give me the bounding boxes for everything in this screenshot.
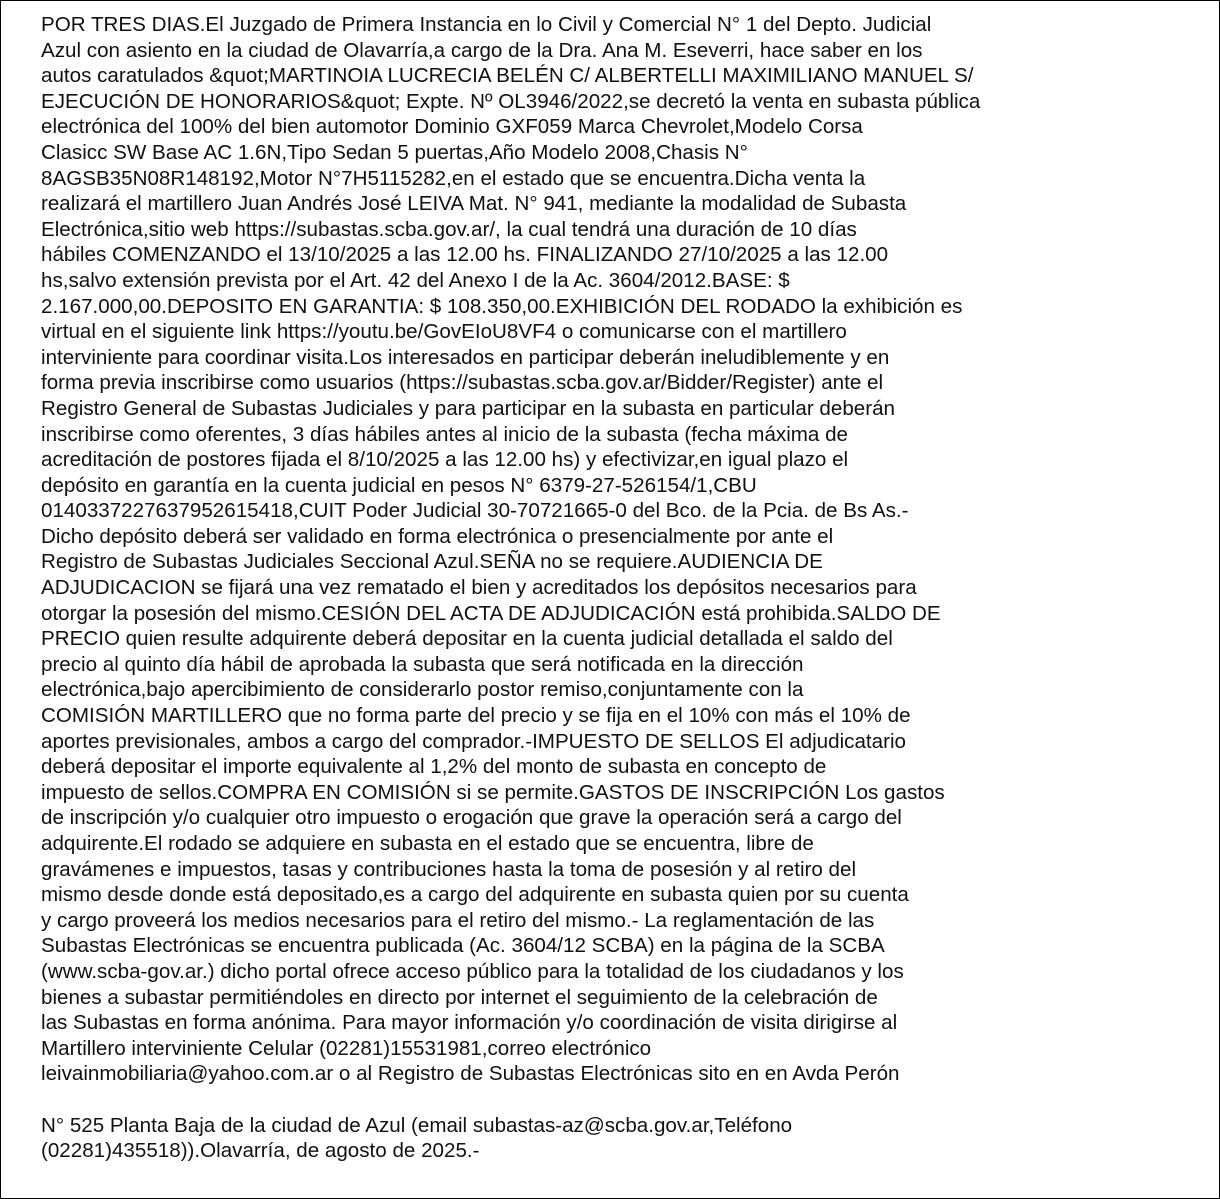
text-line: ADJUDICACION se fijará una vez rematado el bien y acreditados los depósitos necesarios para xyxy=(41,576,917,600)
text-line: mismo desde donde está depositado,es a cargo del adquirente en subasta quien por su cuenta xyxy=(41,883,909,907)
paragraph-spacer xyxy=(41,1087,1201,1113)
text-line: hs,salvo extensión prevista por el Art. 42 del Anexo I de la Ac. 3604/2012.BASE: $ xyxy=(41,268,790,292)
text-line: electrónica del 100% del bien automotor Dominio GXF059 Marca Chevrolet,Modelo Corsa xyxy=(41,115,863,139)
text-line: (www.scba-gov.ar.) dicho portal ofrece acceso público para la totalidad de los ciudadanos y los xyxy=(41,959,904,983)
text-line: leivainmobiliaria@yahoo.com.ar o al Registro de Subastas Electrónicas sito en en Avda Perón xyxy=(41,1062,900,1086)
edict-paragraph-1 xyxy=(41,12,1201,1087)
text-line: las Subastas en forma anónima. Para mayor información y/o coordinación de visita dirigirse al xyxy=(41,1011,898,1035)
text-line: electrónica,bajo apercibimiento de considerarlo postor remiso,conjuntamente con la xyxy=(41,678,804,702)
text-line: deberá depositar el importe equivalente al 1,2% del monto de subasta en concepto de xyxy=(41,755,827,779)
text-line: aportes previsionales, ambos a cargo del comprador.-IMPUESTO DE SELLOS El adjudicatario xyxy=(41,729,906,753)
text-line: otorgar la posesión del mismo.CESIÓN DEL ACTA DE ADJUDICACIÓN está prohibida.SALDO DE xyxy=(41,601,941,625)
text-line: acreditación de postores fijada el 8/10/2025 a las 12.00 hs) y efectivizar,en igual plazo el xyxy=(41,448,849,472)
text-line: gravámenes e impuestos, tasas y contribuciones hasta la toma de posesión y al retiro del xyxy=(41,857,857,881)
text-line: depósito en garantía en la cuenta judicial en pesos N° 6379-27-526154/1,CBU xyxy=(41,473,757,497)
text-line: hábiles COMENZANDO el 13/10/2025 a las 12.00 hs. FINALIZANDO 27/10/2025 a las 12.00 xyxy=(41,243,889,267)
text-line: PRECIO quien resulte adquirente deberá depositar en la cuenta judicial detallada el saldo del xyxy=(41,627,893,651)
text-line: Dicho depósito deberá ser validado en forma electrónica o presencialmente por ante el xyxy=(41,524,834,548)
text-line: bienes a subastar permitiéndoles en directo por internet el seguimiento de la celebración de xyxy=(41,985,878,1009)
text-line: adquirente.El rodado se adquiere en subasta en el estado que se encuentra, libre de xyxy=(41,832,814,855)
text-line: 2.167.000,00.DEPOSITO EN GARANTIA: $ 108.350,00.EXHIBICIÓN DEL RODADO la exhibición es xyxy=(41,294,963,318)
text-line: Clasicc SW Base AC 1.6N,Tipo Sedan 5 puertas,Año Modelo 2008,Chasis N° xyxy=(41,140,748,164)
text-line: autos caratulados &quot;MARTINOIA LUCRECIA BELÉN C/ ALBERTELLI MAXIMILIANO MANUEL S/ xyxy=(41,64,974,88)
text-line: inscribirse como oferentes, 3 días hábiles antes al inicio de la subasta (fecha máxima de xyxy=(41,422,849,446)
text-line: virtual en el siguiente link https://youtu.be/GovEIoU8VF4 o comunicarse con el martillero xyxy=(41,320,847,344)
text-line: de inscripción y/o cualquier otro impuesto o erogación que grave la operación será a cargo del xyxy=(41,806,902,830)
text-line: Subastas Electrónicas se encuentra publicada (Ac. 3604/12 SCBA) en la página de la SCBA xyxy=(41,934,885,958)
text-line: POR TRES DIAS.El Juzgado de Primera Instancia en lo Civil y Comercial N° 1 del Depto. Judicial xyxy=(41,13,932,36)
text-line: EJECUCIÓN DE HONORARIOS&quot; Expte. Nº OL3946/2022,se decretó la venta en subasta pública xyxy=(41,89,981,113)
text-line: forma previa inscribirse como usuarios (https://subastas.scba.gov.ar/Bidder/Register) ante el xyxy=(41,371,884,395)
edict-paragraph-2 xyxy=(41,1113,1201,1164)
text-line: interviniente para coordinar visita.Los interesados en participar deberán ineludiblemente y en xyxy=(41,345,890,369)
edict-text xyxy=(41,12,1201,1164)
text-line: impuesto de sellos.COMPRA EN COMISIÓN si se permite.GASTOS DE INSCRIPCIÓN Los gastos xyxy=(41,780,945,804)
text-line: precio al quinto día hábil de aprobada la subasta que será notificada en la dirección xyxy=(41,652,804,676)
text-line: Electrónica,sitio web https://subastas.scba.gov.ar/, la cual tendrá una duración de 10 días xyxy=(41,217,857,241)
text-line: COMISIÓN MARTILLERO que no forma parte del precio y se fija en el 10% con más el 10% de xyxy=(41,704,911,728)
text-line: 8AGSB35N08R148192,Motor N°7H5115282,en el estado que se encuentra.Dicha venta la xyxy=(41,166,866,190)
text-line: Azul con asiento en la ciudad de Olavarría,a cargo de la Dra. Ana M. Eseverri, hace saber en los xyxy=(41,38,923,62)
text-line: (02281)435518)).Olavarría, de agosto de 2025.- xyxy=(41,1139,480,1163)
text-line: Registro de Subastas Judiciales Seccional Azul.SEÑA no se requiere.AUDIENCIA DE xyxy=(41,550,823,574)
text-line: Registro General de Subastas Judiciales y para participar en la subasta en particular deberán xyxy=(41,396,895,420)
text-line: y cargo proveerá los medios necesarios para el retiro del mismo.- La reglamentación de las xyxy=(41,908,875,932)
text-line: realizará el martillero Juan Andrés José LEIVA Mat. N° 941, mediante la modalidad de Subasta xyxy=(41,192,907,216)
text-line: Martillero interviniente Celular (02281)15531981,correo electrónico xyxy=(41,1036,652,1060)
text-line: N° 525 Planta Baja de la ciudad de Azul (email subastas-az@scba.gov.ar,Teléfono xyxy=(41,1113,793,1137)
text-line: 0140337227637952615418,CUIT Poder Judicial 30-70721665-0 del Bco. de la Pcia. de Bs As.- xyxy=(41,499,909,523)
